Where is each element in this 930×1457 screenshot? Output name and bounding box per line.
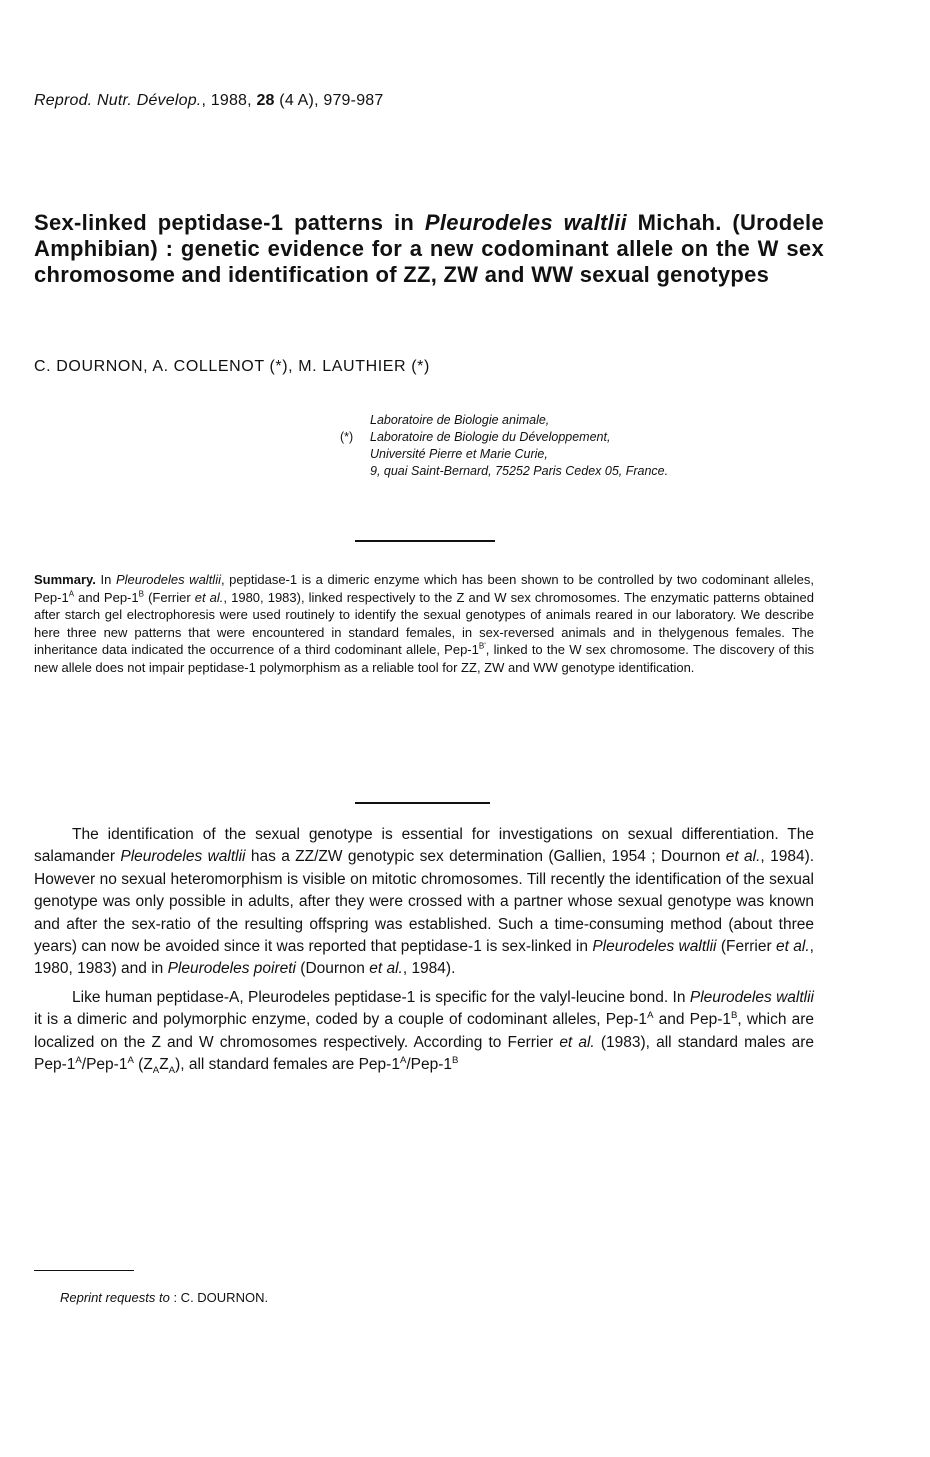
paragraph: Like human peptidase-A, Pleurodeles peptidase-1 is specific for the valyl-leucine bond. In Pleurodeles waltlii it is a dimeric and polymorphic enzyme, coded by a couple of codominant alleles, Pep-$1^A$ and Pep-$1^B$, which are localized on the Z and W chromosomes respectively. According to Ferrier et al. (1983), all standard males are Pep-$1^A/Pep-1^A$ $(Z_AZ_A)$, all standard females are Pep-$1^A/Pep-1^B$: [34, 988, 815, 1077]
affiliation-line: 9, quai Saint-Bernard, 75252 Paris Cedex 05, France.: [370, 464, 669, 478]
affiliation-line: (*) Laboratoire de Biologie du Développement,: [340, 430, 611, 444]
journal-volume: 28: [256, 92, 275, 109]
paragraph: The identification of the sexual genotype is essential for investigations on sexual differentiation. The salamander Pleurodeles waltlii has a ZZ/ZW genotypic sex determination (Gallien, 1954 ; Dournon et al., 1984). However no sexual heteromorphism is visible on mitotic chromosomes. Till recently the identification of the sexual genotype was only possible in adults, after they were crossed with a partner whose sexual genotype was known and after the sex-ratio of the resulting offspring was established. Such a time-consuming method (about three years) can now be avoided since it was reported that peptidase-1 is sex-linked in Pleurodeles waltlii (Ferrier et al., 1980, 1983) and in Pleurodeles poireti (Dournon et al., 1984).: [34, 826, 815, 978]
section-divider: [355, 540, 495, 542]
journal-name: Reprod. Nutr. Dévelop.: [34, 92, 202, 109]
footnote: Reprint requests to : C. DOURNON.: [60, 1290, 269, 1305]
affiliation-mark: (*): [340, 430, 354, 444]
summary: Summary. In Pleurodeles waltlii, peptidase-1 is a dimeric enzyme which has been shown to be controlled by two codominant alleles, Pep-$1^A$ and Pep-$1^B$ (Ferrier et al., 1980, 1983), linked respectively to the Z and W sex chromosomes. The enzymatic patterns obtained after starch gel electrophoresis were used routinely to identify the sexual genotypes of animals reared in our laboratory. We describe here three new patterns that were encountered in standard females, in sex-reversed animals and in thelygenous females. The inheritance data indicated the occurrence of a third codominant allele, Pep-$1^{B'}$, linked to the W sex chromosome. The discovery of this new allele does not impair peptidase-1 polymorphism as a reliable tool for ZZ, ZW and WW genotype identification.: [34, 572, 814, 675]
affiliation-line: Université Pierre et Marie Curie,: [370, 447, 548, 461]
journal-citation: Reprod. Nutr. Dévelop., 1988, 28 (4 A), 979-987: [34, 92, 384, 109]
authors: C. DOURNON, A. COLLENOT (*), M. LAUTHIER (*): [34, 358, 430, 375]
title-species: Pleurodeles waltlii: [424, 210, 627, 235]
summary-label: Summary.: [34, 572, 96, 587]
footnote-rule: [34, 1270, 134, 1271]
paper-title: Sex-linked peptidase-1 patterns in Pleurodeles waltlii Michah. (Urodele Amphibian) : genetic evidence for a new codominant allele on the W sex chromosome and identification of ZZ, ZW and WW sexual genotypes: [34, 210, 824, 287]
footnote-label: Reprint requests to: [60, 1290, 170, 1305]
section-divider: [355, 802, 490, 804]
affiliation-line: Laboratoire de Biologie animale,: [370, 413, 550, 427]
affiliations: [340, 412, 810, 480]
body-text: [34, 824, 814, 1082]
